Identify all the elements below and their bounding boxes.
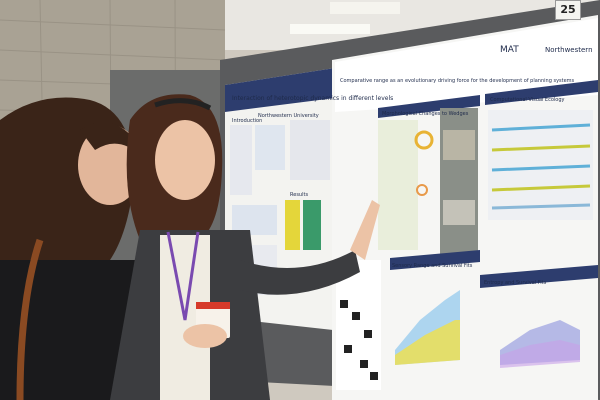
right-poster-lab-logo: MAT [500, 45, 519, 55]
photo-strip-frame-2 [443, 200, 475, 225]
right-poster-institution: Northwestern [545, 46, 593, 54]
photo-strip-frame-1 [443, 130, 475, 160]
section-3-label: Entropy and Survival Fits [484, 280, 547, 286]
left-poster-section-a: Introduction [232, 118, 263, 124]
wedge-figures [378, 120, 418, 250]
right-poster-title: Comparative range as an evolutionary driving force for the development of planning systems [340, 78, 575, 84]
section-2-label: Computational Visual Ecology [490, 97, 565, 103]
section-4-label: Sensory Range and Survival Fits [392, 263, 473, 269]
left-poster-institution: Northwestern University [258, 113, 319, 119]
board-number-tag: 25 [555, 0, 581, 20]
ceiling-vent [330, 2, 400, 14]
left-poster-section-b: Results [290, 192, 309, 198]
ceiling-light [290, 24, 370, 34]
section-1-label: Morphological Changes to Wedges [382, 111, 469, 117]
left-poster-title: Interaction of heterotopic dynamics in different levels [232, 95, 394, 102]
computational-plots [488, 110, 593, 220]
